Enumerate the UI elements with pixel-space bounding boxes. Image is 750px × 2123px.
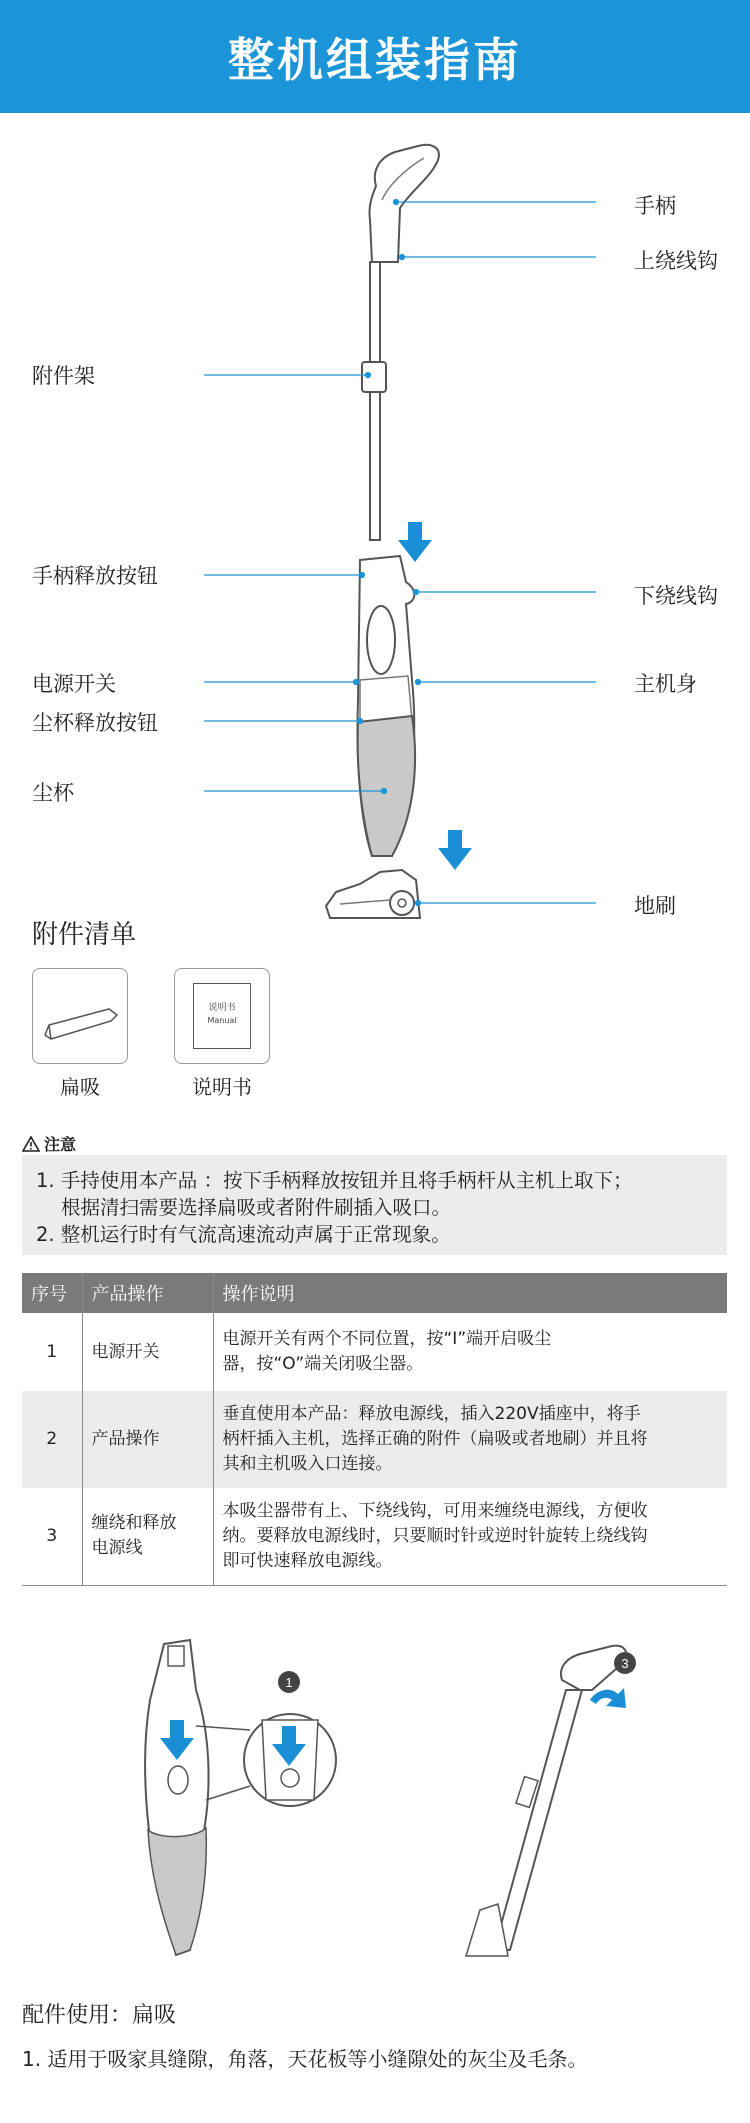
label-handle-release: 手柄释放按钮 [32,564,158,588]
operation-line: 产品操作 [91,1429,160,1449]
manual-icon [193,983,251,1049]
manual-card [174,968,270,1064]
operation-line: 电源线 [91,1538,143,1559]
manual-cover-en: Manual [207,1016,237,1025]
step-3-number: 3 [621,1656,629,1671]
usage-illustration [0,1600,750,1970]
label-power-switch: 电源开关 [32,672,116,696]
table-row [22,1313,727,1391]
description-line: 即可快速释放电源线。 [222,1550,393,1571]
row-description [213,1391,727,1488]
assembly-diagram [0,113,750,943]
handle-wand [370,262,380,540]
description-line: 垂直使用本产品：释放电源线，插入220V插座中，将手 [222,1404,641,1424]
manual-cover-cn: 说明书 [208,1003,236,1013]
row-operation [82,1488,213,1585]
notice-title: 注意 [44,1135,77,1154]
title-banner [0,0,750,113]
description-line: 电源开关有两个不同位置，按“I”端开启吸尘 [222,1329,552,1349]
rotate-arrow-icon [590,1688,626,1708]
crevice-tool-card [32,968,128,1064]
operations-table [22,1273,727,1586]
warning-icon [22,1136,40,1152]
row-number: 2 [22,1391,82,1488]
row-operation [82,1391,213,1488]
crevice-tool-icon [33,969,129,1065]
notice-line: 2. 整机运行时有气流高速流动声属于正常现象。 [36,1223,451,1246]
description-line: 柄杆插入主机，选择正确的附件（扁吸或者地刷）并且将 [222,1429,648,1449]
operation-line: 缠绕和释放 [91,1513,177,1534]
usage-title: 配件使用：扁吸 [22,2003,177,2028]
insert-arrow-icon [398,522,432,562]
manual-label: 说明书 [192,1075,252,1099]
label-handle: 手柄 [634,194,676,218]
description-line: 其和主机吸入口连接。 [222,1454,393,1474]
label-accessory-rack: 附件架 [32,364,95,388]
label-dust-cup: 尘杯 [32,781,74,805]
dust-cup-shape [358,716,415,856]
notice-line: 1. 手持使用本产品 ：按下手柄释放按钮并且将手柄杆从主机上取下； [36,1169,633,1192]
usage-text: 1. 适用于吸家具缝隙，角落，天花板等小缝隙处的灰尘及毛条。 [22,2047,588,2071]
row-operation [82,1313,213,1391]
table-row [22,1488,727,1585]
table-header-row [22,1273,727,1313]
label-main-body: 主机身 [634,672,697,696]
description-line: 本吸尘器带有上、下绕线钩，可用来缠绕电源线，方便收 [222,1500,648,1521]
label-upper-hook: 上绕线钩 [634,249,718,273]
handle-grip [369,145,438,262]
operation-line: 电源开关 [91,1341,160,1362]
column-header: 序号 [22,1273,82,1313]
notice-box [22,1155,727,1255]
row-number: 1 [22,1313,82,1391]
brush-arrow-icon [438,830,472,870]
column-header: 操作说明 [213,1273,727,1313]
row-number: 3 [22,1488,82,1585]
page-title: 整机组装指南 [228,32,522,87]
crevice-tool-label: 扁吸 [60,1075,100,1099]
accessories-title: 附件清单 [32,920,137,950]
row-description [213,1313,727,1391]
step-1-number: 1 [285,1675,293,1690]
label-floor-brush: 地刷 [634,894,676,918]
label-lower-hook: 下绕线钩 [634,584,718,608]
table-row [22,1391,727,1488]
row-description [213,1488,727,1585]
notice-line: 根据清扫需要选择扁吸或者附件刷插入吸口。 [61,1196,452,1219]
column-header: 产品操作 [82,1273,213,1313]
description-line: 器，按“O”端关闭吸尘器。 [222,1354,424,1374]
notice-heading [22,1132,76,1155]
description-line: 纳。要释放电源线时，只要顺时针或逆时针旋转上绕线钩 [222,1525,648,1546]
label-cup-release: 尘杯释放按钮 [32,711,158,735]
stick-wand [494,1690,582,1950]
